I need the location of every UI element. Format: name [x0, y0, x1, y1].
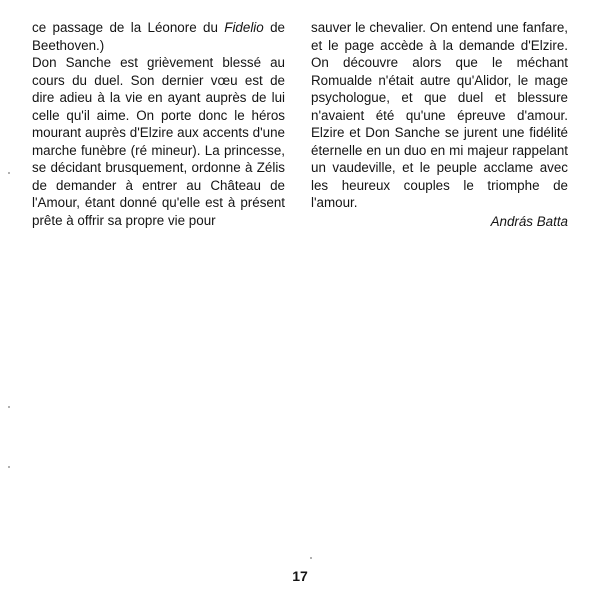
scan-speck [310, 557, 312, 559]
paragraph-text: ce passage de la Léonore du [32, 20, 225, 35]
paragraph-chevalier: sauver le chevalier. On entend une fanfare, et le page accède à la demande d'Elzire. On découvre alors que le méchant Romualde n'était autre qu'Alidor, le mage psychologue, et que duel et blessure n'avaient été qu'une épreuve d'amour. Elzire et Don Sanche se jurent une fidélité éternelle en un duo en mi majeur rappelant un vaudeville, et le peuple acclame avec les heureux couples le triomphe de l'amour. [311, 20, 568, 210]
scan-speck [8, 466, 10, 468]
author-signature: András Batta [490, 213, 568, 229]
scan-speck [8, 172, 10, 174]
paragraph-text: de Beethoven.) [32, 20, 285, 53]
paragraph-don-sanche: Don Sanche est grièvement blessé au cours du duel. Son dernier vœu est de dire adieu à la vie en ayant auprès de lui celle qu'il aime. On porte donc le héros mourant auprès d'Elzire aux accents d'une marche funèbre (ré mineur). La princesse, se décidant brusquement, ordonne à Zélis de demander à entrer au Château de l'Amour, étant donné qu'elle est à présent prête à offrir sa propre vie pour [32, 55, 285, 228]
left-column [32, 19, 285, 229]
page-number: 17 [292, 568, 308, 584]
right-column [311, 19, 568, 230]
paragraph-fidelio [32, 19, 285, 54]
work-title-fidelio: Fidelio [224, 20, 264, 35]
scan-speck [8, 406, 10, 408]
